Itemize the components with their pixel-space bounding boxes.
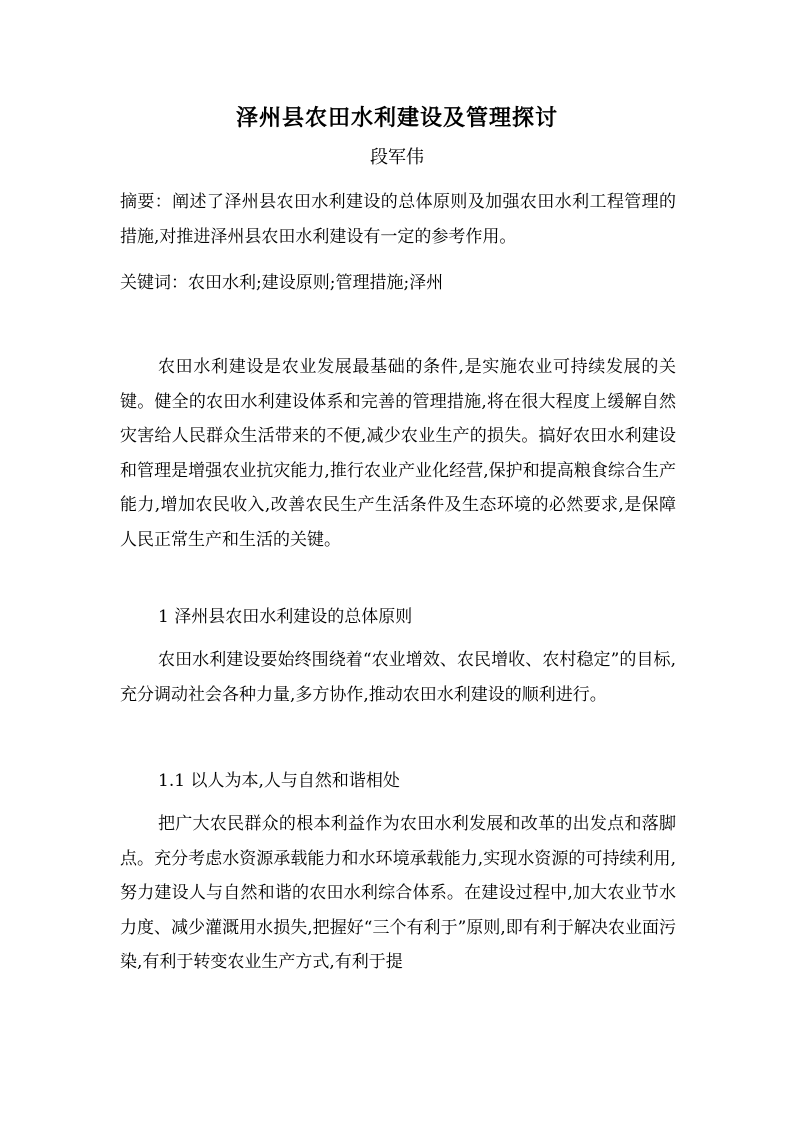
abstract-paragraph: 摘要：阐述了泽州县农田水利建设的总体原则及加强农田水利工程管理的措施,对推进泽州县农田水利建设有一定的参考作用。 [120, 192, 676, 247]
document-title: 泽州县农田水利建设及管理探讨 [235, 105, 558, 131]
section-heading-1: 1 泽州县农田水利建设的总体原则 [158, 607, 413, 627]
body-paragraph-section-1: 农田水利建设要始终围绕着“农业增效、农民增收、农村稳定”的目标,充分调动社会各种力量,多方协作,推动农田水利建设的顺利进行。 [120, 650, 676, 705]
body-paragraph-section-1-1: 把广大农民群众的根本利益作为农田水利发展和改革的出发点和落脚点。充分考虑水资源承载能力和水环境承载能力,实现水资源的可持续利用,努力建设人与自然和谐的农田水利综合体系。在建设过程中,加大农业节水力度、减少灌溉用水损失,把握好“三个有利于”原则,即有利于解决农业面污染,有利于转变农业生产方式,有利于提 [120, 814, 676, 972]
keywords-line: 关键词：农田水利;建设原则;管理措施;泽州 [120, 273, 444, 293]
document-author: 段军伟 [370, 147, 424, 168]
body-paragraph-intro: 农田水利建设是农业发展最基础的条件,是实施农业可持续发展的关键。健全的农田水利建设体系和完善的管理措施,将在很大程度上缓解自然灾害给人民群众生活带来的不便,减少农业生产的损失。搞好农田水利建设和管理是增强农业抗灾能力,推行农业产业化经营,保护和提高粮食综合生产能力,增加农民收入,改善农民生产生活条件及生态环境的必然要求,是保障人民正常生产和生活的关键。 [120, 357, 676, 550]
section-heading-1-1: 1.1 以人为本,人与自然和谐相处 [158, 771, 400, 791]
